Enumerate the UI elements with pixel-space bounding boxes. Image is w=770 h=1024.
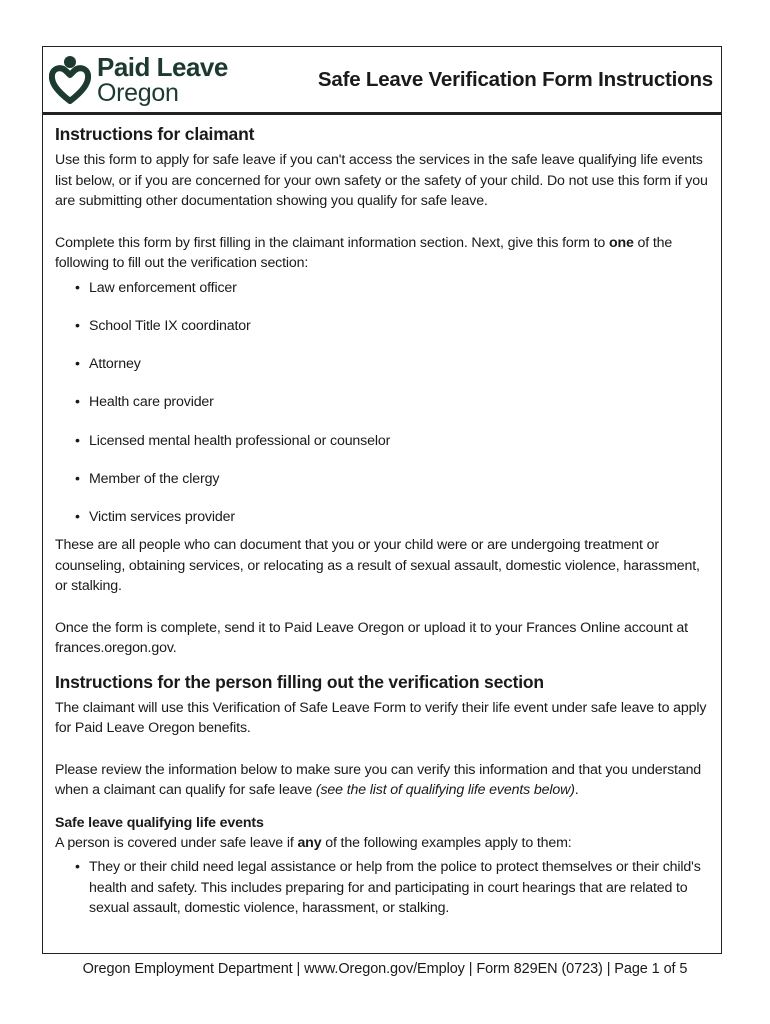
- verifier-para2-before: Please review the information below to make sure you can verify this information and that you understand when a claimant can qualify for safe leave: [55, 761, 702, 799]
- page-frame: [42, 46, 722, 954]
- list-item: • Victim services provider: [75, 507, 715, 531]
- events-intro-after: of the following examples apply to them:: [321, 834, 572, 851]
- provider-list: [55, 278, 715, 532]
- page-title: Safe Leave Verification Form Instructions: [317, 68, 713, 91]
- events-list: [55, 857, 715, 919]
- paid-leave-oregon-logo: [49, 52, 239, 108]
- claimant-para3: These are all people who can document that you or your child were or are undergoing treatment or counseling, obtaining services, or relocating as a result of sexual assault, domestic violence, harassment, or stalking.: [55, 537, 700, 595]
- claimant-para2-before: Complete this form by first filling in the claimant information section. Next, give this form to: [55, 234, 609, 251]
- content: [55, 123, 715, 919]
- verifier-para2-after: .: [574, 782, 579, 799]
- claimant-para2-after: of the following to fill out the verification section:: [55, 234, 673, 271]
- events-intro-bold: any: [297, 834, 322, 851]
- logo-line2: Oregon: [97, 79, 179, 107]
- list-item: • School Title IX coordinator: [75, 316, 715, 354]
- footer: Oregon Employment Department | www.Oregon.gov/Employ | Form 829EN (0723) | Page 1 of 5: [82, 961, 688, 977]
- claimant-para4: Once the form is complete, send it to Paid Leave Oregon or upload it to your Frances Online account at frances.oregon.gov.: [55, 619, 688, 657]
- verifier-para1: The claimant will use this Verification of Safe Leave Form to verify their life event under safe leave to apply for Paid Leave Oregon benefits.: [55, 699, 707, 737]
- list-item: • Law enforcement officer: [75, 278, 715, 316]
- list-item: • Licensed mental health professional or counselor: [75, 431, 715, 469]
- claimant-para2: [55, 233, 715, 274]
- list-item: • They or their child need legal assistance or help from the police to protect themselves or their child's health and safety. This includes preparing for and participating in court hearings that are related to sexual assault, domestic violence, harassment, or stalking.: [75, 857, 715, 919]
- claimant-heading: Instructions for claimant: [55, 124, 255, 144]
- verifier-para2-italic: (see the list of qualifying life events below): [315, 782, 575, 799]
- claimant-para1: Use this form to apply for safe leave if you can't access the services in the safe leave qualifying life events list below, or if you are concerned for your own safety or the safety of your child. Do not use this form if you are submitting other documentation showing you qualify for safe leave.: [55, 152, 708, 209]
- events-intro-before: A person is covered under safe leave if: [55, 834, 298, 851]
- verifier-para2: [55, 760, 715, 801]
- heart-person-icon: [49, 55, 91, 105]
- verifier-heading: Instructions for the person filling out the verification section: [55, 671, 544, 692]
- events-intro: [55, 833, 715, 854]
- list-item: • Attorney: [75, 354, 715, 392]
- list-item: • Member of the clergy: [75, 469, 715, 507]
- header: [43, 47, 721, 115]
- list-item: • Health care provider: [75, 392, 715, 430]
- claimant-para2-bold: one: [608, 234, 634, 251]
- logo-line1: Paid Leave: [97, 52, 228, 82]
- events-heading: Safe leave qualifying life events: [55, 814, 264, 831]
